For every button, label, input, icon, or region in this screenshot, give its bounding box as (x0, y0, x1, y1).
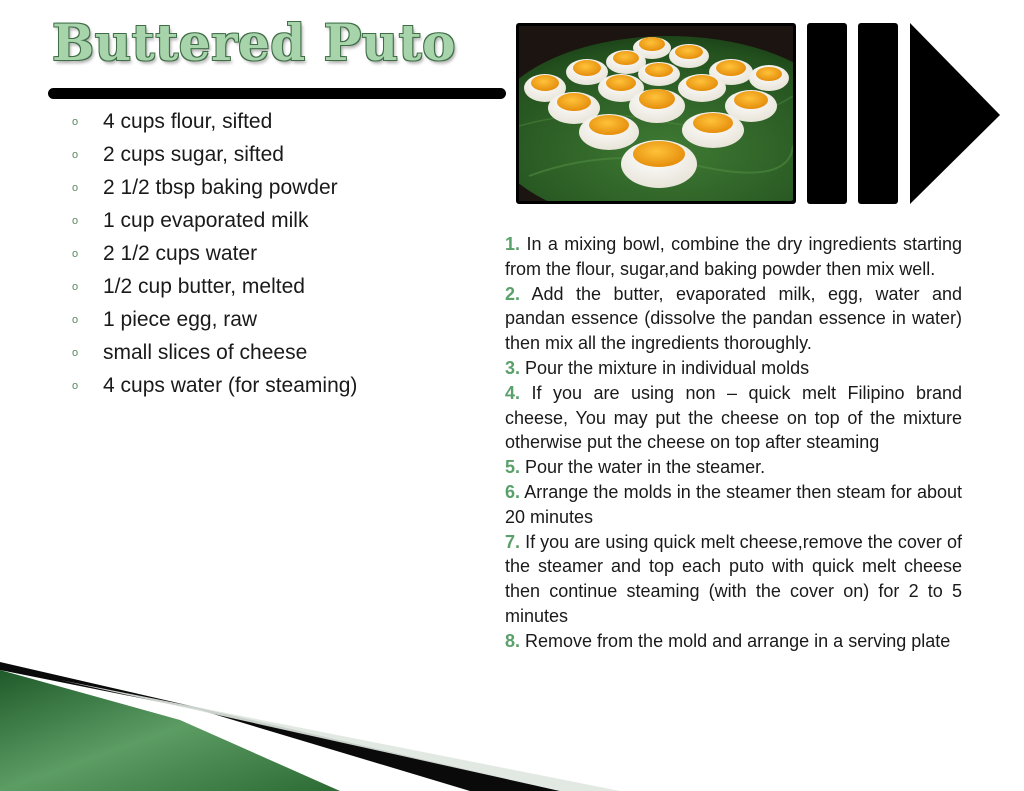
step-number: 5. (505, 457, 521, 478)
procedure-steps (505, 232, 962, 654)
step-item (505, 232, 962, 282)
bullet-icon: o (72, 116, 79, 128)
ingredient-text: 2 1/2 tbsp baking powder (103, 176, 338, 199)
step-text: Arrange the molds in the steamer then steam for about 20 minutes (505, 481, 962, 527)
step-text: Pour the water in the steamer. (525, 457, 766, 478)
step-number: 7. (505, 531, 521, 552)
step-number: 3. (505, 357, 521, 378)
ingredient-item (72, 336, 492, 369)
puto-photo (516, 23, 796, 204)
slide-title: Buttered Puto (52, 13, 457, 72)
ingredient-text: 1 cup evaporated milk (103, 209, 309, 232)
bullet-icon: o (72, 149, 79, 161)
ingredient-text: 1 piece egg, raw (103, 308, 258, 331)
step-text: If you are using non – quick melt Filipino brand cheese, You may put the cheese on top of the mixture otherwise put the cheese on top after steaming (505, 382, 962, 453)
step-text: Add the butter, evaporated milk, egg, water and pandan essence (dissolve the pandan essence in water) then mix all the ingredients thoroughly. (505, 283, 962, 354)
step-number: 6. (505, 481, 521, 502)
bullet-icon: o (72, 182, 79, 194)
step-item (505, 282, 962, 356)
ingredient-item (72, 303, 492, 336)
ingredients-list (72, 105, 492, 402)
step-number: 4. (505, 382, 521, 403)
bullet-icon: o (72, 281, 79, 293)
ingredient-text: 2 cups sugar, sifted (103, 143, 284, 166)
ingredient-item (72, 105, 492, 138)
step-item (505, 530, 962, 629)
arrow-right-icon (908, 23, 1000, 204)
ingredient-item (72, 270, 492, 303)
step-text: Remove from the mold and arrange in a serving plate (525, 630, 951, 651)
corner-decoration (0, 640, 620, 791)
ingredient-item (72, 171, 492, 204)
step-number: 8. (505, 630, 521, 651)
title-underline (48, 88, 506, 99)
ingredient-text: small slices of cheese (103, 341, 308, 364)
step-item (505, 480, 962, 530)
step-number: 1. (505, 234, 521, 254)
bullet-icon: o (72, 248, 79, 260)
ingredient-text: 2 1/2 cups water (103, 242, 258, 265)
bullet-icon: o (72, 314, 79, 326)
step-item (505, 381, 962, 455)
decorative-bar (807, 23, 847, 204)
ingredient-item (72, 138, 492, 171)
step-number: 2. (505, 283, 521, 304)
bullet-icon: o (72, 215, 79, 227)
bullet-icon: o (72, 347, 79, 359)
step-text: In a mixing bowl, combine the dry ingredients starting from the flour, sugar,and baking powder then mix well. (505, 234, 962, 279)
decorative-bar (858, 23, 898, 204)
ingredient-item (72, 204, 492, 237)
ingredient-item (72, 369, 492, 402)
step-text: Pour the mixture in individual molds (525, 357, 810, 378)
puto-photo-illustration (519, 26, 793, 201)
bullet-icon: o (72, 380, 79, 392)
ingredient-text: 4 cups flour, sifted (103, 110, 273, 133)
ingredient-text: 4 cups water (for steaming) (103, 374, 358, 397)
ingredient-item (72, 237, 492, 270)
ingredient-text: 1/2 cup butter, melted (103, 275, 305, 298)
step-item (505, 356, 962, 381)
step-text: If you are using quick melt cheese,remove the cover of the steamer and top each puto with quick melt cheese then continue steaming (with the cover on) for 2 to 5 minutes (505, 531, 962, 626)
step-item (505, 455, 962, 480)
